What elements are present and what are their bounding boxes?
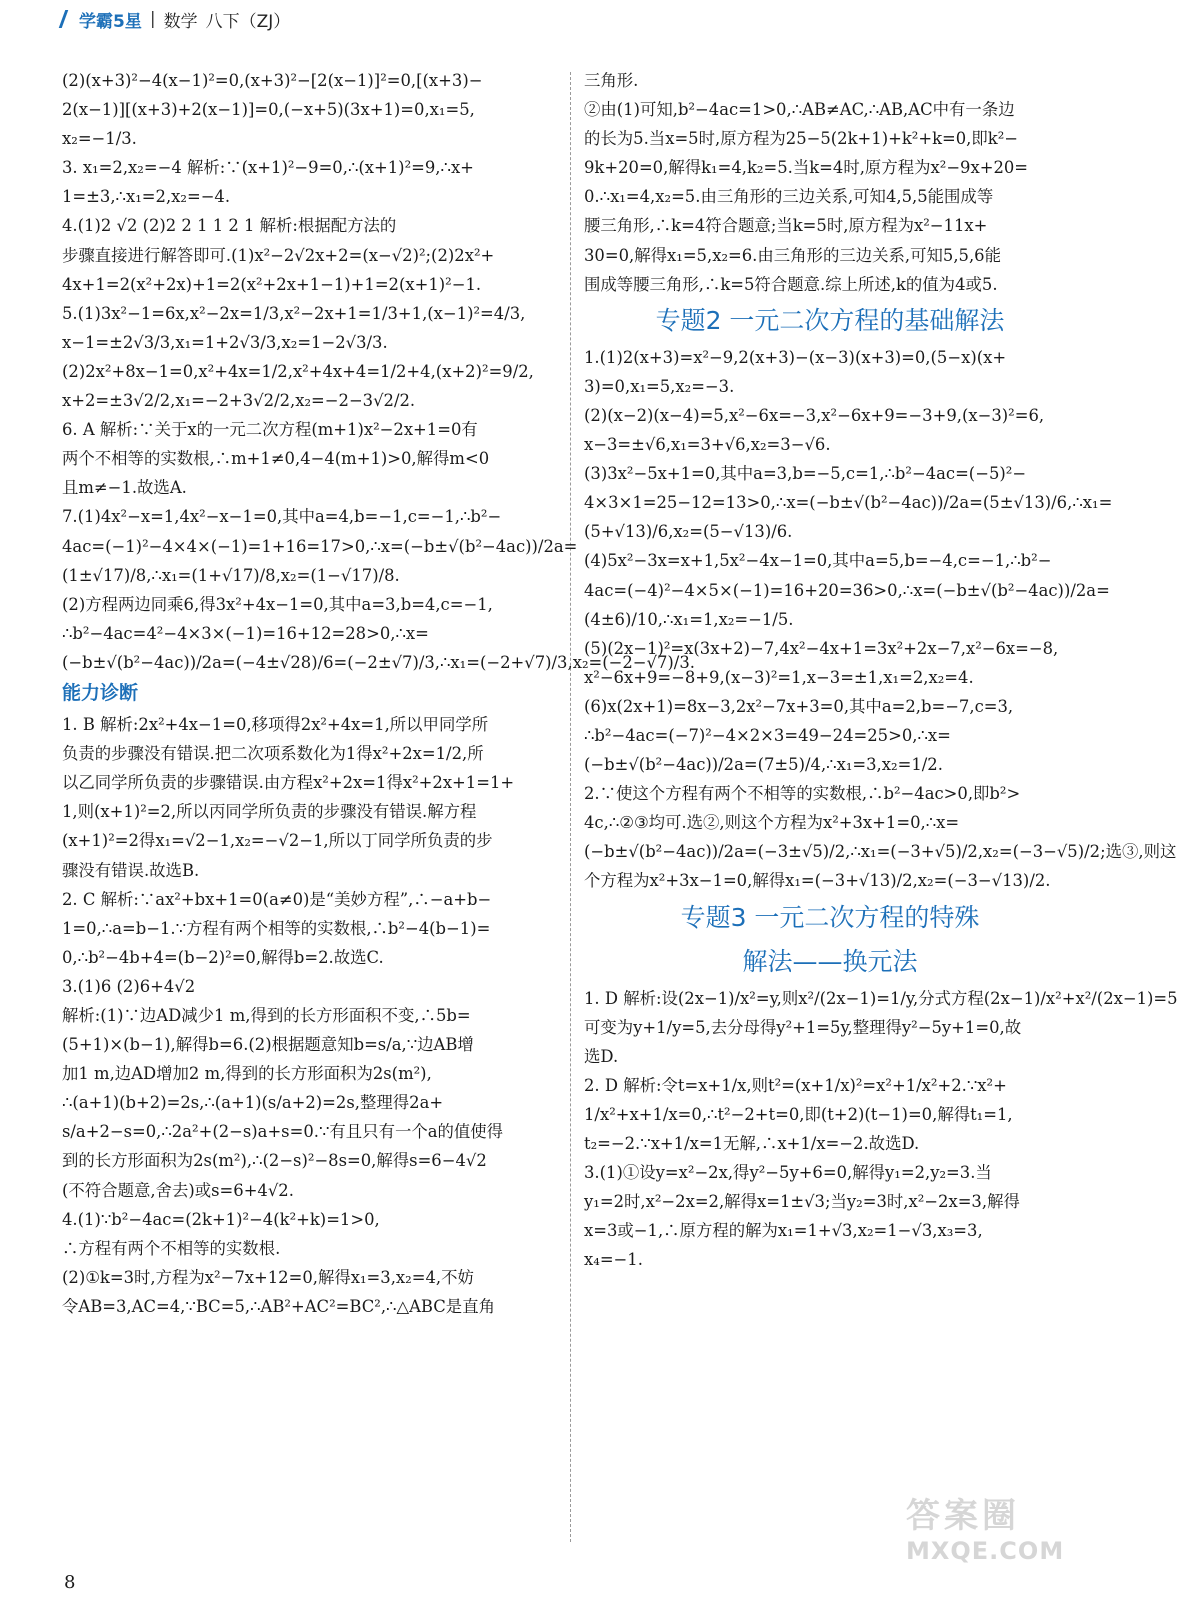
- page-header: [62, 6, 1052, 32]
- text-line: 腰三角形,∴k=4符合题意;当k=5时,原方程为x²−11x+: [584, 216, 988, 236]
- text-line: 7.(1)4x²−x=1,4x²−x−1=0,其中a=4,b=−1,c=−1,∴b²−: [62, 507, 502, 527]
- text-line: ②由(1)可知,b²−4ac=1>0,∴AB≠AC,∴AB,AC中有一条边: [584, 100, 1015, 120]
- text-line: 9k+20=0,解得k₁=4,k₂=5.当k=4时,原方程为x²−9x+20=: [584, 158, 1029, 178]
- text-line: 4×3×1=25−12=13>0,∴x=(−b±√(b²−4ac))/2a=(5±√13)/6,∴x₁=: [584, 493, 1113, 513]
- text-line: (x+1)²=2得x₁=√2−1,x₂=−√2−1,所以丁同学所负责的步: [62, 831, 493, 851]
- text-line: y₁=2时,x²−2x=2,解得x=1±√3;当y₂=3时,x²−2x=3,解得: [584, 1192, 1020, 1212]
- right-column: [584, 66, 1178, 1274]
- text-line: 2. D 解析:令t=x+1/x,则t²=(x+1/x)²=x²+1/x²+2.∵x²+: [584, 1075, 1007, 1095]
- text-line: 围成等腰三角形,∴k=5符合题意.综上所述,k的值为4或5.: [584, 274, 998, 294]
- text-line: 三角形.: [584, 71, 639, 90]
- text-line: 30=0,解得x₁=5,x₂=6.由三角形的三边关系,可知5,5,6能: [584, 245, 1001, 265]
- text-line: (2)2x²+8x−1=0,x²+4x=1/2,x²+4x+4=1/2+4,(x+2)²=9/2,: [62, 361, 534, 381]
- text-line: 6. A 解析:∵关于x的一元二次方程(m+1)x²−2x+1=0有: [62, 420, 478, 440]
- text-line: (1±√17)/8,∴x₁=(1+√17)/8,x₂=(1−√17)/8.: [62, 565, 400, 585]
- text-line: 1. D 解析:设(2x−1)/x²=y,则x²/(2x−1)=1/y,分式方程(2x−1)/x²+x²/(2x−1)=5: [584, 988, 1178, 1008]
- text-line: 2. C 解析:∵ax²+bx+1=0(a≠0)是“美妙方程”,∴−a+b−: [62, 889, 492, 909]
- text-line: ∴方程有两个不相等的实数根.: [62, 1238, 281, 1258]
- watermark-url: MXQE.COM: [906, 1537, 1065, 1565]
- text-line: (3)3x²−5x+1=0,其中a=3,b=−5,c=1,∴b²−4ac=(−5)²−: [584, 464, 1027, 484]
- text-line: 个方程为x²+3x−1=0,解得x₁=(−3+√13)/2,x₂=(−3−√13)/2.: [584, 871, 1051, 891]
- text-line: 的长为5.当x=5时,原方程为25−5(2k+1)+k²+k=0,即k²−: [584, 129, 1018, 149]
- text-line: 5.(1)3x²−1=6x,x²−2x=1/3,x²−2x+1=1/3+1,(x−1)²=4/3,: [62, 303, 526, 323]
- text-line: 0,∴b²−4b+4=(b−2)²=0,解得b=2.故选C.: [62, 947, 384, 967]
- brand-logo: [62, 7, 142, 32]
- text-line: 1/x²+x+1/x=0,∴t²−2+t=0,即(t+2)(t−1)=0,解得t₁=1,: [584, 1104, 1013, 1124]
- text-line: 3.(1)6 (2)6+4√2: [62, 976, 196, 996]
- text-line: (2)方程两边同乘6,得3x²+4x−1=0,其中a=3,b=4,c=−1,: [62, 594, 493, 614]
- text-line: 选D.: [584, 1046, 619, 1066]
- column-divider: [570, 72, 571, 1542]
- text-line: 2(x−1)][(x+3)+2(x−1)]=0,(−x+5)(3x+1)=0,x₁=5,: [62, 100, 475, 120]
- text-line: 步骤直接进行解答即可.(1)x²−2√2x+2=(x−√2)²;(2)2x²+: [62, 245, 495, 265]
- text-line: 1=0,∴a=b−1.∵方程有两个相等的实数根,∴b²−4(b−1)=: [62, 918, 491, 938]
- text-line: (2)①k=3时,方程为x²−7x+12=0,解得x₁=3,x₂=4,不妨: [62, 1267, 474, 1287]
- text-line: 1=±3,∴x₁=2,x₂=−4.: [62, 187, 231, 207]
- text-line: (2)(x+3)²−4(x−1)²=0,(x+3)²−[2(x−1)]²=0,[(x+3)−: [62, 71, 483, 90]
- text-line: (4)5x²−3x=x+1,5x²−4x−1=0,其中a=5,b=−4,c=−1,∴b²−: [584, 551, 1052, 571]
- text-line: (−b±√(b²−4ac))/2a=(−3±√5)/2,∴x₁=(−3+√5)/2,x₂=(−3−√5)/2;选③,则这: [584, 842, 1177, 862]
- text-line: ∴(a+1)(b+2)=2s,∴(a+1)(s/a+2)=2s,整理得2a+: [62, 1093, 444, 1113]
- text-line: 以乙同学所负责的步骤错误.由方程x²+2x=1得x²+2x+1=1+: [62, 773, 515, 793]
- text-line: 4.(1)∵b²−4ac=(2k+1)²−4(k²+k)=1>0,: [62, 1209, 380, 1229]
- text-line: 两个不相等的实数根,∴m+1≠0,4−4(m+1)>0,解得m<0: [62, 449, 490, 469]
- text-line: (4±6)/10,∴x₁=1,x₂=−1/5.: [584, 609, 794, 629]
- text-line: 可变为y+1/y=5,去分母得y²+1=5y,整理得y²−5y+1=0,故: [584, 1017, 1022, 1037]
- text-line: 4x+1=2(x²+2x)+1=2(x²+2x+1−1)+1=2(x+1)²−1.: [62, 274, 482, 294]
- text-line: x−1=±2√3/3,x₁=1+2√3/3,x₂=1−2√3/3.: [62, 332, 388, 352]
- text-line: x−3=±√6,x₁=3+√6,x₂=3−√6.: [584, 435, 831, 455]
- section-heading: 专题2 一元二次方程的基础解法: [655, 305, 1005, 335]
- text-line: x+2=±3√2/2,x₁=−2+3√2/2,x₂=−2−3√2/2.: [62, 391, 416, 411]
- section-heading: 解法——换元法: [742, 946, 918, 976]
- text-line: x₂=−1/3.: [62, 129, 137, 149]
- text-line: 到的长方形面积为2s(m²),∴(2−s)²−8s=0,解得s=6−4√2: [62, 1151, 487, 1171]
- text-line: 1. B 解析:2x²+4x−1=0,移项得2x²+4x=1,所以甲同学所: [62, 715, 489, 735]
- text-line: 解析:(1)∵边AD减少1 m,得到的长方形面积不变,∴5b=: [62, 1006, 471, 1025]
- text-line: 骤没有错误.故选B.: [62, 860, 200, 880]
- text-line: 加1 m,边AD增加2 m,得到的长方形面积为2s(m²),: [62, 1064, 432, 1084]
- text-line: 4ac=(−1)²−4×4×(−1)=1+16=17>0,∴x=(−b±√(b²−4ac))/2a=: [62, 536, 578, 556]
- text-line: ∴b²−4ac=(−7)²−4×2×3=49−24=25>0,∴x=: [584, 725, 951, 745]
- text-line: 3. x₁=2,x₂=−4 解析:∵(x+1)²−9=0,∴(x+1)²=9,∴x+: [62, 158, 474, 178]
- text-line: x²−6x+9=−8+9,(x−3)²=1,x−3=±1,x₁=2,x₂=4.: [584, 667, 974, 687]
- text-line: x=3或−1,∴原方程的解为x₁=1+√3,x₂=1−√3,x₃=3,: [584, 1221, 983, 1241]
- watermark: [906, 1488, 1086, 1578]
- watermark-title: 答案圈: [906, 1496, 1020, 1536]
- text-line: 令AB=3,AC=4,∵BC=5,∴AB²+AC²=BC²,∴△ABC是直角: [62, 1296, 495, 1316]
- text-line: (5+1)×(b−1),解得b=6.(2)根据题意知b=s/a,∵边AB增: [62, 1035, 474, 1055]
- text-line: 0.∴x₁=4,x₂=5.由三角形的三边关系,可知4,5,5能围成等: [584, 187, 994, 207]
- text-line: s/a+2−s=0,∴2a²+(2−s)a+s=0.∵有且只有一个a的值使得: [62, 1122, 504, 1142]
- section-heading: 专题3 一元二次方程的特殊: [680, 902, 980, 932]
- section-heading: 能力诊断: [62, 681, 139, 704]
- header-subject: 数学: [163, 11, 198, 32]
- brand-mark-icon: [59, 10, 79, 28]
- text-line: (不符合题意,舍去)或s=6+4√2.: [62, 1180, 294, 1200]
- brand-name: 学霸5星: [79, 11, 142, 32]
- text-line: (5+√13)/6,x₂=(5−√13)/6.: [584, 522, 793, 542]
- text-line: 4.(1)2 √2 (2)2 2 1 1 2 1 解析:根据配方法的: [62, 216, 397, 236]
- text-line: 且m≠−1.故选A.: [62, 478, 187, 498]
- header-separator: |: [149, 9, 156, 29]
- text-line: (−b±√(b²−4ac))/2a=(−4±√28)/6=(−2±√7)/3,∴x₁=(−2+√7)/3,x₂=(−2−√7)/3.: [62, 652, 695, 672]
- text-line: 1,则(x+1)²=2,所以丙同学所负责的步骤没有错误.解方程: [62, 802, 477, 822]
- text-line: (6)x(2x+1)=8x−3,2x²−7x+3=0,其中a=2,b=−7,c=3,: [584, 696, 1014, 716]
- text-line: 4c,∴②③均可.选②,则这个方程为x²+3x+1=0,∴x=: [584, 813, 960, 833]
- text-line: 3)=0,x₁=5,x₂=−3.: [584, 376, 735, 396]
- text-line: 4ac=(−4)²−4×5×(−1)=16+20=36>0,∴x=(−b±√(b²−4ac))/2a=: [584, 580, 1110, 600]
- text-line: 3.(1)①设y=x²−2x,得y²−5y+6=0,解得y₁=2,y₂=3.当: [584, 1163, 992, 1183]
- text-line: (2)(x−2)(x−4)=5,x²−6x=−3,x²−6x+9=−3+9,(x−3)²=6,: [584, 405, 1045, 425]
- header-grade: 八下（ZJ）: [205, 11, 291, 32]
- page-number: 8: [64, 1572, 76, 1593]
- text-line: t₂=−2.∵x+1/x=1无解,∴x+1/x=−2.故选D.: [584, 1134, 920, 1153]
- text-line: 2.∵使这个方程有两个不相等的实数根,∴b²−4ac>0,即b²>: [584, 784, 1021, 804]
- text-line: x₄=−1.: [584, 1250, 643, 1270]
- text-line: 1.(1)2(x+3)=x²−9,2(x+3)−(x−3)(x+3)=0,(5−x)(x+: [584, 347, 1007, 367]
- text-line: (−b±√(b²−4ac))/2a=(7±5)/4,∴x₁=3,x₂=1/2.: [584, 755, 943, 775]
- text-line: ∴b²−4ac=4²−4×3×(−1)=16+12=28>0,∴x=: [62, 623, 429, 643]
- text-line: 负责的步骤没有错误.把二次项系数化为1得x²+2x=1/2,所: [62, 744, 484, 764]
- text-line: (5)(2x−1)²=x(3x+2)−7,4x²−4x+1=3x²+2x−7,x²−6x=−8,: [584, 638, 1059, 658]
